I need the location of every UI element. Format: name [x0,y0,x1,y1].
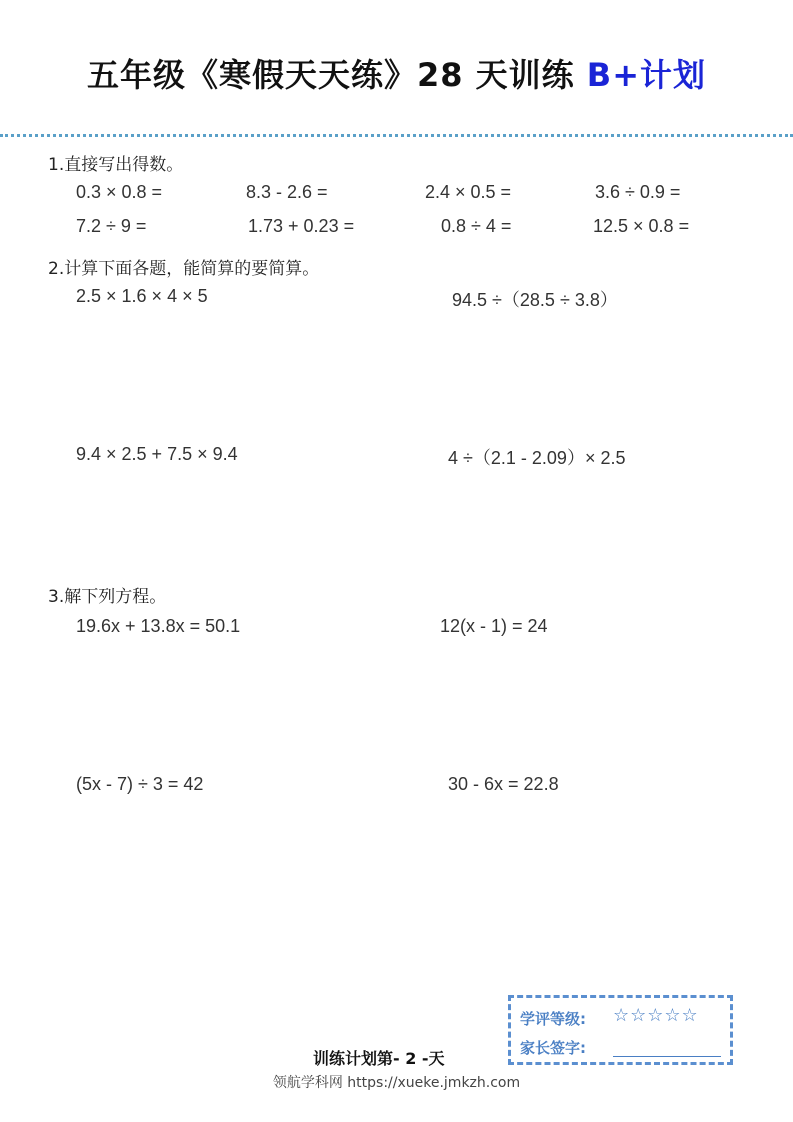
calc-problem: 9.4 × 2.5 + 7.5 × 9.4 [76,444,238,464]
equation: (5x - 7) ÷ 3 = 42 [76,774,204,794]
training-day-label: 训练计划第- 2 -天 [313,1049,445,1068]
oral-calc-item: 0.3 × 0.8 = [76,182,163,202]
oral-calc-item: 2.4 × 0.5 = [425,182,512,202]
equation: 12(x - 1) = 24 [440,616,548,636]
signature-line[interactable] [613,1056,721,1057]
oral-calc-item: 3.6 ÷ 0.9 = [595,182,681,202]
calc-problem: 4 ÷（2.1 - 2.09）× 2.5 [448,448,626,468]
rating-stars[interactable]: ☆☆☆☆☆ [613,1005,699,1026]
section-1-heading: 1.直接写出得数。 [48,155,184,175]
grade-label: 学评等级: [520,1010,586,1028]
oral-calc-item: 0.8 ÷ 4 = [441,216,512,236]
oral-calc-item: 7.2 ÷ 9 = [76,216,147,236]
calc-problem: 2.5 × 1.6 × 4 × 5 [76,286,208,306]
page-title [0,50,793,96]
section-2-heading: 2.计算下面各题，能简算的要简算。 [48,259,320,279]
section-3-heading: 3.解下列方程。 [48,587,167,607]
title-main: 五年级《寒假天天练》28 天训练 [86,56,587,94]
title-accent: B+计划 [586,56,707,94]
equation: 30 - 6x = 22.8 [448,774,559,794]
calc-problem: 94.5 ÷（28.5 ÷ 3.8） [452,290,618,310]
footer-website[interactable]: 领航学科网 https://xueke.jmkzh.com [272,1075,521,1091]
oral-calc-item: 12.5 × 0.8 = [593,216,690,236]
dotted-divider [0,134,793,137]
parent-sign-label: 家长签字: [520,1039,586,1057]
oral-calc-item: 8.3 - 2.6 = [246,182,328,202]
equation: 19.6x + 13.8x = 50.1 [76,616,241,636]
oral-calc-item: 1.73 + 0.23 = [248,216,355,236]
